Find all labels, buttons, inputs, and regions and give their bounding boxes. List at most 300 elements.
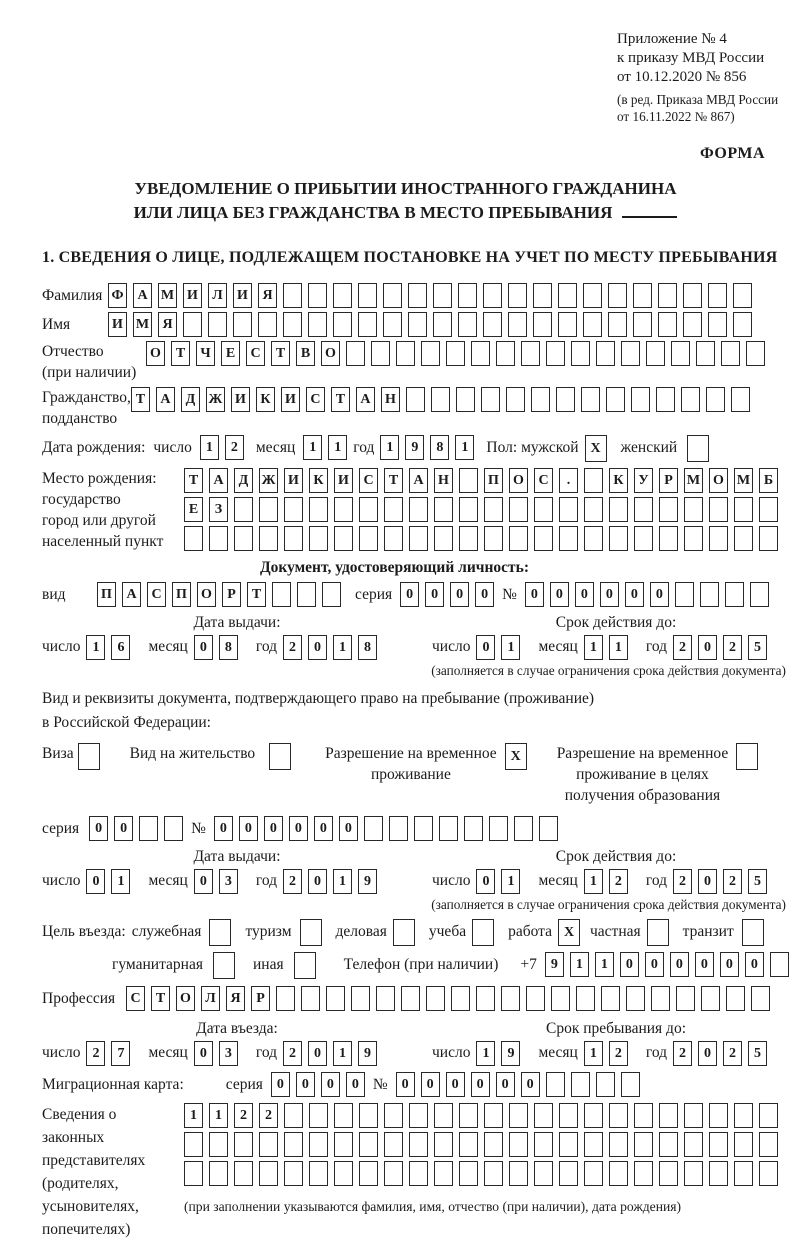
char-cell-empty[interactable] — [506, 387, 525, 412]
char-cell-empty[interactable] — [184, 526, 203, 551]
char-cell-empty[interactable] — [459, 1103, 478, 1128]
char-cell-empty[interactable] — [534, 1103, 553, 1128]
char-cell-filled[interactable]: 8 — [430, 435, 449, 460]
char-cell-filled[interactable]: Р — [659, 468, 678, 493]
char-cell-empty[interactable] — [209, 1161, 228, 1186]
char-cell-empty[interactable] — [333, 312, 352, 337]
char-cell-empty[interactable] — [414, 816, 433, 841]
char-cell-filled[interactable]: 0 — [550, 582, 569, 607]
char-cell-empty[interactable] — [184, 1132, 203, 1157]
char-cell-empty[interactable] — [284, 1132, 303, 1157]
char-cell-filled[interactable]: 9 — [358, 869, 377, 894]
char-cell-filled[interactable]: 0 — [695, 952, 714, 977]
char-cell-filled[interactable]: М — [158, 283, 177, 308]
char-cell-empty[interactable] — [209, 1132, 228, 1157]
char-cell-empty[interactable] — [358, 312, 377, 337]
char-cell-filled[interactable]: К — [256, 387, 275, 412]
char-cell-empty[interactable] — [559, 526, 578, 551]
char-cell-filled[interactable]: 2 — [673, 869, 692, 894]
char-cell-filled[interactable]: М — [133, 312, 152, 337]
char-cell-filled[interactable]: 2 — [225, 435, 244, 460]
char-cell-filled[interactable]: 0 — [194, 1041, 213, 1066]
char-cell-filled[interactable]: 1 — [584, 635, 603, 660]
char-cell-filled[interactable]: X — [585, 435, 607, 462]
char-cell-filled[interactable]: 0 — [425, 582, 444, 607]
char-cell-empty[interactable] — [259, 526, 278, 551]
char-cell-filled[interactable]: 1 — [584, 869, 603, 894]
char-cell-empty[interactable] — [534, 1161, 553, 1186]
char-cell-empty[interactable] — [633, 283, 652, 308]
char-cell-empty[interactable] — [208, 312, 227, 337]
char-cell-filled[interactable]: 1 — [303, 435, 322, 460]
char-cell-filled[interactable]: 0 — [650, 582, 669, 607]
char-cell-filled[interactable]: 0 — [698, 635, 717, 660]
char-cell-empty[interactable] — [733, 283, 752, 308]
char-cell-empty[interactable] — [269, 743, 291, 770]
char-cell-empty[interactable] — [309, 1161, 328, 1186]
char-cell-empty[interactable] — [583, 283, 602, 308]
char-cell-empty[interactable] — [421, 341, 440, 366]
char-cell-empty[interactable] — [484, 526, 503, 551]
char-cell-empty[interactable] — [559, 497, 578, 522]
char-cell-empty[interactable] — [333, 283, 352, 308]
char-cell-empty[interactable] — [483, 312, 502, 337]
char-cell-empty[interactable] — [608, 312, 627, 337]
char-cell-empty[interactable] — [401, 986, 420, 1011]
char-cell-filled[interactable]: Б — [759, 468, 778, 493]
char-cell-filled[interactable]: 0 — [521, 1072, 540, 1097]
char-cell-empty[interactable] — [446, 341, 465, 366]
char-cell-empty[interactable] — [751, 986, 770, 1011]
char-cell-filled[interactable]: 9 — [358, 1041, 377, 1066]
char-cell-filled[interactable]: 0 — [396, 1072, 415, 1097]
char-cell-filled[interactable]: 0 — [114, 816, 133, 841]
char-cell-filled[interactable]: Е — [184, 497, 203, 522]
char-cell-filled[interactable]: 1 — [86, 635, 105, 660]
char-cell-empty[interactable] — [294, 952, 316, 979]
char-cell-empty[interactable] — [681, 387, 700, 412]
char-cell-empty[interactable] — [509, 1103, 528, 1128]
char-cell-empty[interactable] — [609, 1132, 628, 1157]
char-cell-empty[interactable] — [596, 1072, 615, 1097]
char-cell-empty[interactable] — [584, 1103, 603, 1128]
char-cell-empty[interactable] — [309, 497, 328, 522]
char-cell-empty[interactable] — [701, 986, 720, 1011]
char-cell-empty[interactable] — [459, 1161, 478, 1186]
char-cell-empty[interactable] — [659, 1132, 678, 1157]
char-cell-empty[interactable] — [426, 986, 445, 1011]
char-cell-empty[interactable] — [409, 1161, 428, 1186]
char-cell-empty[interactable] — [408, 283, 427, 308]
char-cell-filled[interactable]: 0 — [194, 635, 213, 660]
char-cell-empty[interactable] — [759, 497, 778, 522]
char-cell-empty[interactable] — [634, 526, 653, 551]
char-cell-filled[interactable]: О — [321, 341, 340, 366]
char-cell-empty[interactable] — [687, 435, 709, 462]
char-cell-filled[interactable]: С — [359, 468, 378, 493]
char-cell-filled[interactable]: П — [484, 468, 503, 493]
char-cell-empty[interactable] — [609, 497, 628, 522]
char-cell-filled[interactable]: 1 — [111, 869, 130, 894]
char-cell-filled[interactable]: 2 — [283, 635, 302, 660]
char-cell-filled[interactable]: Я — [258, 283, 277, 308]
char-cell-filled[interactable]: Т — [271, 341, 290, 366]
char-cell-filled[interactable]: 0 — [194, 869, 213, 894]
char-cell-empty[interactable] — [709, 526, 728, 551]
char-cell-filled[interactable]: 8 — [358, 635, 377, 660]
char-cell-empty[interactable] — [514, 816, 533, 841]
char-cell-filled[interactable]: 0 — [600, 582, 619, 607]
char-cell-empty[interactable] — [409, 497, 428, 522]
char-cell-empty[interactable] — [434, 1161, 453, 1186]
char-cell-filled[interactable]: А — [356, 387, 375, 412]
char-cell-filled[interactable]: С — [306, 387, 325, 412]
char-cell-empty[interactable] — [509, 1161, 528, 1186]
char-cell-filled[interactable]: 1 — [570, 952, 589, 977]
char-cell-filled[interactable]: 0 — [575, 582, 594, 607]
char-cell-empty[interactable] — [484, 1132, 503, 1157]
char-cell-filled[interactable]: Н — [434, 468, 453, 493]
char-cell-empty[interactable] — [359, 1132, 378, 1157]
char-cell-filled[interactable]: Т — [247, 582, 266, 607]
char-cell-empty[interactable] — [736, 743, 758, 770]
char-cell-empty[interactable] — [608, 283, 627, 308]
char-cell-empty[interactable] — [359, 1103, 378, 1128]
char-cell-empty[interactable] — [364, 816, 383, 841]
char-cell-filled[interactable]: А — [122, 582, 141, 607]
char-cell-filled[interactable]: 1 — [609, 635, 628, 660]
char-cell-empty[interactable] — [396, 341, 415, 366]
char-cell-filled[interactable]: 1 — [333, 869, 352, 894]
char-cell-empty[interactable] — [309, 1103, 328, 1128]
char-cell-empty[interactable] — [456, 387, 475, 412]
char-cell-filled[interactable]: 0 — [446, 1072, 465, 1097]
char-cell-filled[interactable]: 0 — [314, 816, 333, 841]
char-cell-empty[interactable] — [659, 497, 678, 522]
char-cell-filled[interactable]: А — [409, 468, 428, 493]
char-cell-filled[interactable]: Я — [158, 312, 177, 337]
char-cell-empty[interactable] — [258, 312, 277, 337]
char-cell-empty[interactable] — [484, 497, 503, 522]
char-cell-empty[interactable] — [621, 341, 640, 366]
char-cell-empty[interactable] — [272, 582, 291, 607]
char-cell-empty[interactable] — [601, 986, 620, 1011]
char-cell-empty[interactable] — [584, 497, 603, 522]
char-cell-empty[interactable] — [509, 497, 528, 522]
char-cell-filled[interactable]: 1 — [333, 635, 352, 660]
char-cell-empty[interactable] — [571, 1072, 590, 1097]
char-cell-empty[interactable] — [259, 1132, 278, 1157]
char-cell-filled[interactable]: З — [209, 497, 228, 522]
char-cell-filled[interactable]: К — [609, 468, 628, 493]
char-cell-filled[interactable]: Т — [184, 468, 203, 493]
char-cell-empty[interactable] — [283, 312, 302, 337]
char-cell-empty[interactable] — [284, 497, 303, 522]
char-cell-empty[interactable] — [139, 816, 158, 841]
char-cell-filled[interactable]: О — [709, 468, 728, 493]
char-cell-empty[interactable] — [709, 1103, 728, 1128]
char-cell-filled[interactable]: 2 — [723, 635, 742, 660]
char-cell-filled[interactable]: Т — [384, 468, 403, 493]
char-cell-filled[interactable]: Е — [221, 341, 240, 366]
char-cell-empty[interactable] — [389, 816, 408, 841]
char-cell-filled[interactable]: О — [509, 468, 528, 493]
char-cell-empty[interactable] — [234, 1132, 253, 1157]
char-cell-empty[interactable] — [509, 526, 528, 551]
char-cell-empty[interactable] — [659, 1103, 678, 1128]
char-cell-empty[interactable] — [309, 526, 328, 551]
char-cell-empty[interactable] — [742, 919, 764, 946]
char-cell-filled[interactable]: 3 — [219, 869, 238, 894]
char-cell-empty[interactable] — [439, 816, 458, 841]
char-cell-empty[interactable] — [651, 986, 670, 1011]
char-cell-empty[interactable] — [696, 341, 715, 366]
char-cell-empty[interactable] — [584, 1161, 603, 1186]
char-cell-filled[interactable]: И — [284, 468, 303, 493]
char-cell-empty[interactable] — [459, 1132, 478, 1157]
char-cell-filled[interactable]: С — [126, 986, 145, 1011]
char-cell-empty[interactable] — [770, 952, 789, 977]
char-cell-empty[interactable] — [234, 497, 253, 522]
char-cell-empty[interactable] — [646, 341, 665, 366]
char-cell-empty[interactable] — [708, 312, 727, 337]
char-cell-empty[interactable] — [371, 341, 390, 366]
char-cell-filled[interactable]: М — [734, 468, 753, 493]
char-cell-empty[interactable] — [583, 312, 602, 337]
char-cell-filled[interactable]: 9 — [545, 952, 564, 977]
char-cell-filled[interactable]: 0 — [308, 635, 327, 660]
char-cell-filled[interactable]: 0 — [400, 582, 419, 607]
char-cell-empty[interactable] — [183, 312, 202, 337]
char-cell-filled[interactable]: Р — [222, 582, 241, 607]
char-cell-filled[interactable]: 0 — [625, 582, 644, 607]
char-cell-filled[interactable]: 2 — [609, 869, 628, 894]
char-cell-filled[interactable]: 5 — [748, 1041, 767, 1066]
char-cell-filled[interactable]: 0 — [308, 1041, 327, 1066]
char-cell-filled[interactable]: 2 — [673, 635, 692, 660]
char-cell-empty[interactable] — [334, 1132, 353, 1157]
char-cell-empty[interactable] — [472, 919, 494, 946]
char-cell-empty[interactable] — [576, 986, 595, 1011]
char-cell-filled[interactable]: 0 — [670, 952, 689, 977]
char-cell-filled[interactable]: А — [156, 387, 175, 412]
char-cell-empty[interactable] — [671, 341, 690, 366]
char-cell-empty[interactable] — [581, 387, 600, 412]
char-cell-empty[interactable] — [234, 1161, 253, 1186]
char-cell-empty[interactable] — [734, 1103, 753, 1128]
char-cell-empty[interactable] — [459, 468, 478, 493]
char-cell-filled[interactable]: И — [231, 387, 250, 412]
char-cell-empty[interactable] — [734, 1161, 753, 1186]
char-cell-empty[interactable] — [683, 283, 702, 308]
char-cell-empty[interactable] — [346, 341, 365, 366]
char-cell-empty[interactable] — [676, 986, 695, 1011]
char-cell-empty[interactable] — [476, 986, 495, 1011]
char-cell-filled[interactable]: Ф — [108, 283, 127, 308]
char-cell-empty[interactable] — [584, 526, 603, 551]
char-cell-empty[interactable] — [759, 1103, 778, 1128]
char-cell-filled[interactable]: У — [634, 468, 653, 493]
char-cell-filled[interactable]: 0 — [271, 1072, 290, 1097]
char-cell-empty[interactable] — [559, 1132, 578, 1157]
char-cell-empty[interactable] — [393, 919, 415, 946]
char-cell-empty[interactable] — [609, 526, 628, 551]
char-cell-filled[interactable]: 1 — [501, 635, 520, 660]
char-cell-empty[interactable] — [384, 526, 403, 551]
char-cell-filled[interactable]: 2 — [609, 1041, 628, 1066]
char-cell-empty[interactable] — [334, 497, 353, 522]
char-cell-empty[interactable] — [209, 526, 228, 551]
char-cell-filled[interactable]: Р — [251, 986, 270, 1011]
char-cell-empty[interactable] — [326, 986, 345, 1011]
char-cell-empty[interactable] — [384, 497, 403, 522]
char-cell-filled[interactable]: А — [133, 283, 152, 308]
char-cell-filled[interactable]: К — [309, 468, 328, 493]
char-cell-filled[interactable]: И — [281, 387, 300, 412]
char-cell-empty[interactable] — [334, 526, 353, 551]
char-cell-filled[interactable]: 1 — [595, 952, 614, 977]
char-cell-filled[interactable]: 1 — [380, 435, 399, 460]
char-cell-empty[interactable] — [434, 526, 453, 551]
char-cell-empty[interactable] — [309, 1132, 328, 1157]
char-cell-empty[interactable] — [209, 919, 231, 946]
char-cell-empty[interactable] — [734, 1132, 753, 1157]
char-cell-empty[interactable] — [259, 1161, 278, 1186]
char-cell-empty[interactable] — [384, 1161, 403, 1186]
char-cell-filled[interactable]: 2 — [234, 1103, 253, 1128]
char-cell-filled[interactable]: 7 — [111, 1041, 130, 1066]
char-cell-filled[interactable]: Т — [171, 341, 190, 366]
char-cell-empty[interactable] — [656, 387, 675, 412]
char-cell-empty[interactable] — [556, 387, 575, 412]
char-cell-empty[interactable] — [283, 283, 302, 308]
char-cell-filled[interactable]: 0 — [296, 1072, 315, 1097]
char-cell-empty[interactable] — [484, 1161, 503, 1186]
char-cell-filled[interactable]: С — [147, 582, 166, 607]
char-cell-empty[interactable] — [659, 526, 678, 551]
char-cell-empty[interactable] — [734, 497, 753, 522]
char-cell-filled[interactable]: 1 — [184, 1103, 203, 1128]
char-cell-empty[interactable] — [584, 1132, 603, 1157]
char-cell-empty[interactable] — [734, 526, 753, 551]
char-cell-filled[interactable]: И — [334, 468, 353, 493]
char-cell-empty[interactable] — [658, 312, 677, 337]
char-cell-filled[interactable]: В — [296, 341, 315, 366]
char-cell-empty[interactable] — [684, 497, 703, 522]
char-cell-filled[interactable]: Л — [208, 283, 227, 308]
char-cell-filled[interactable]: 0 — [214, 816, 233, 841]
char-cell-empty[interactable] — [434, 1103, 453, 1128]
char-cell-filled[interactable]: 0 — [321, 1072, 340, 1097]
char-cell-filled[interactable]: 0 — [720, 952, 739, 977]
char-cell-filled[interactable]: 0 — [421, 1072, 440, 1097]
char-cell-empty[interactable] — [609, 1161, 628, 1186]
char-cell-filled[interactable]: 0 — [475, 582, 494, 607]
char-cell-empty[interactable] — [284, 1161, 303, 1186]
char-cell-empty[interactable] — [621, 1072, 640, 1097]
char-cell-empty[interactable] — [539, 816, 558, 841]
char-cell-empty[interactable] — [759, 1132, 778, 1157]
char-cell-empty[interactable] — [709, 1161, 728, 1186]
char-cell-filled[interactable]: П — [97, 582, 116, 607]
char-cell-filled[interactable]: 2 — [723, 1041, 742, 1066]
char-cell-filled[interactable]: 1 — [209, 1103, 228, 1128]
char-cell-empty[interactable] — [464, 816, 483, 841]
char-cell-empty[interactable] — [276, 986, 295, 1011]
char-cell-empty[interactable] — [301, 986, 320, 1011]
char-cell-filled[interactable]: 1 — [200, 435, 219, 460]
char-cell-empty[interactable] — [471, 341, 490, 366]
char-cell-empty[interactable] — [709, 497, 728, 522]
char-cell-empty[interactable] — [534, 1132, 553, 1157]
char-cell-filled[interactable]: . — [559, 468, 578, 493]
char-cell-empty[interactable] — [534, 497, 553, 522]
char-cell-empty[interactable] — [684, 1103, 703, 1128]
char-cell-empty[interactable] — [434, 1132, 453, 1157]
char-cell-empty[interactable] — [406, 387, 425, 412]
char-cell-empty[interactable] — [725, 582, 744, 607]
char-cell-filled[interactable]: 2 — [86, 1041, 105, 1066]
char-cell-empty[interactable] — [721, 341, 740, 366]
char-cell-filled[interactable]: 2 — [673, 1041, 692, 1066]
char-cell-empty[interactable] — [726, 986, 745, 1011]
char-cell-empty[interactable] — [675, 582, 694, 607]
char-cell-empty[interactable] — [683, 312, 702, 337]
char-cell-filled[interactable]: 0 — [339, 816, 358, 841]
char-cell-filled[interactable]: Н — [381, 387, 400, 412]
char-cell-filled[interactable]: А — [209, 468, 228, 493]
char-cell-empty[interactable] — [284, 1103, 303, 1128]
char-cell-filled[interactable]: О — [176, 986, 195, 1011]
char-cell-empty[interactable] — [534, 526, 553, 551]
char-cell-filled[interactable]: 9 — [405, 435, 424, 460]
char-cell-empty[interactable] — [559, 1103, 578, 1128]
char-cell-empty[interactable] — [571, 341, 590, 366]
char-cell-empty[interactable] — [558, 283, 577, 308]
char-cell-empty[interactable] — [481, 387, 500, 412]
char-cell-empty[interactable] — [459, 526, 478, 551]
char-cell-empty[interactable] — [409, 1103, 428, 1128]
char-cell-filled[interactable]: 0 — [239, 816, 258, 841]
char-cell-empty[interactable] — [489, 816, 508, 841]
char-cell-empty[interactable] — [233, 312, 252, 337]
char-cell-empty[interactable] — [609, 1103, 628, 1128]
char-cell-empty[interactable] — [409, 1132, 428, 1157]
char-cell-filled[interactable]: Ч — [196, 341, 215, 366]
char-cell-empty[interactable] — [659, 1161, 678, 1186]
char-cell-empty[interactable] — [584, 468, 603, 493]
char-cell-empty[interactable] — [684, 526, 703, 551]
char-cell-empty[interactable] — [234, 526, 253, 551]
char-cell-empty[interactable] — [634, 1161, 653, 1186]
char-cell-empty[interactable] — [626, 986, 645, 1011]
char-cell-filled[interactable]: X — [505, 743, 527, 770]
char-cell-empty[interactable] — [633, 312, 652, 337]
char-cell-filled[interactable]: 1 — [501, 869, 520, 894]
char-cell-filled[interactable]: 1 — [584, 1041, 603, 1066]
char-cell-filled[interactable]: 8 — [219, 635, 238, 660]
char-cell-empty[interactable] — [708, 283, 727, 308]
char-cell-empty[interactable] — [508, 312, 527, 337]
char-cell-filled[interactable]: 9 — [501, 1041, 520, 1066]
char-cell-empty[interactable] — [359, 1161, 378, 1186]
char-cell-filled[interactable]: 1 — [328, 435, 347, 460]
char-cell-filled[interactable]: X — [558, 919, 580, 946]
char-cell-filled[interactable]: 0 — [264, 816, 283, 841]
char-cell-empty[interactable] — [384, 1132, 403, 1157]
char-cell-filled[interactable]: 1 — [476, 1041, 495, 1066]
char-cell-empty[interactable] — [531, 387, 550, 412]
